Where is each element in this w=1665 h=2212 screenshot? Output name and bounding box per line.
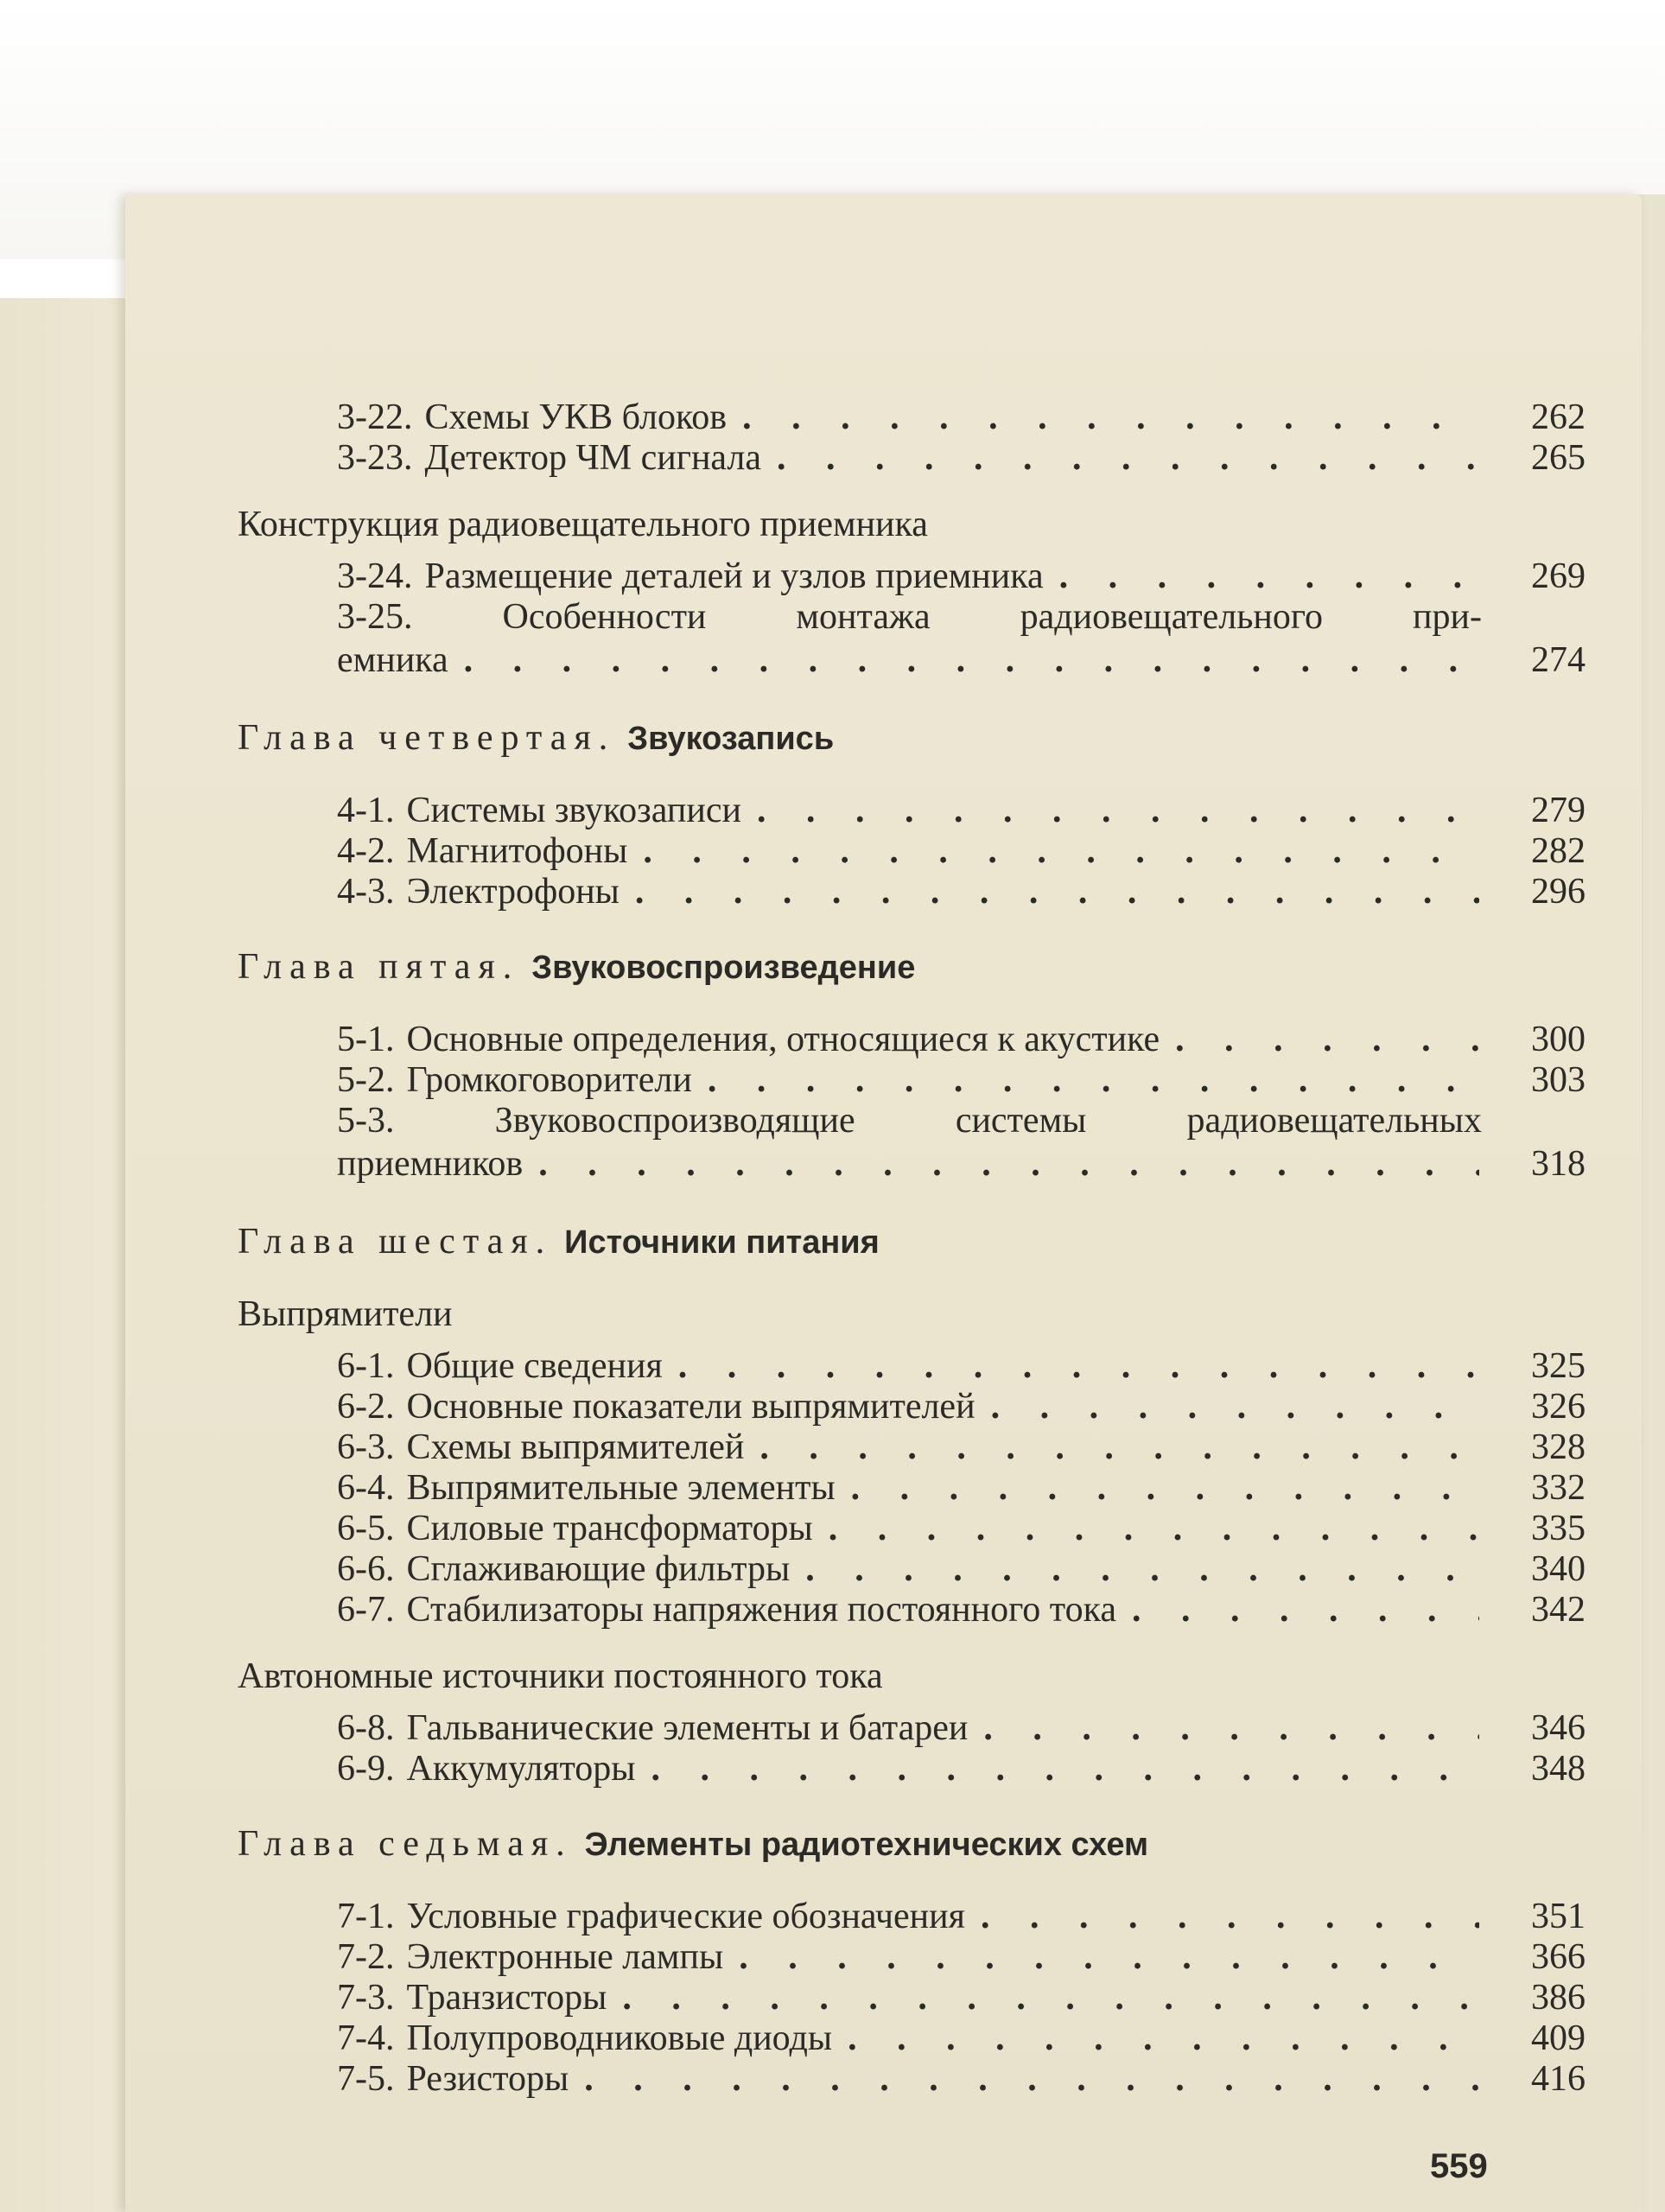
toc-entry <box>238 1937 1586 1978</box>
entry-number: 4-3. <box>337 872 395 912</box>
toc-entry <box>238 1978 1586 2018</box>
dot-leader <box>584 2059 1479 2099</box>
entry-title-word: при- <box>1413 597 1482 637</box>
entry-page: 300 <box>1531 1020 1586 1059</box>
toc-entry <box>238 1060 1586 1101</box>
entry-number: 5-1. <box>337 1020 395 1059</box>
entry-page: 279 <box>1531 791 1586 830</box>
entry-number: 6-1. <box>337 1346 395 1386</box>
entry-title-line <box>337 1101 1586 1144</box>
dot-leader <box>1132 1590 1479 1630</box>
entry-number: 7-3. <box>337 1978 395 2018</box>
chapter-title: Звуковоспроизведение <box>531 950 916 986</box>
chapter-heading <box>238 1824 1586 1864</box>
entry-number: 3-25. <box>337 597 413 637</box>
toc-entry <box>238 1549 1586 1590</box>
entry-number: 6-2. <box>337 1387 395 1427</box>
toc-entry <box>238 1346 1586 1387</box>
chapter-heading <box>238 718 1586 758</box>
entry-number: 6-8. <box>337 1708 395 1748</box>
entry-page: 366 <box>1531 1937 1586 1977</box>
entry-page: 326 <box>1531 1387 1586 1427</box>
entry-continuation-line <box>337 1144 1586 1187</box>
toc-entry <box>238 438 1586 479</box>
entry-continuation-line <box>337 640 1586 683</box>
entry-title: Схемы выпрямителей <box>406 1427 745 1467</box>
toc-entry <box>238 1020 1586 1060</box>
entry-title: Полупроводниковые диоды <box>406 2018 833 2058</box>
chapter-label: Глава шестая. <box>238 1222 553 1262</box>
entry-title: Громкоговорители <box>406 1060 692 1100</box>
chapter-label: Глава седьмая. <box>238 1824 573 1864</box>
section-heading: Автономные источники постоянного тока <box>238 1656 883 1696</box>
entry-number: 3-23. <box>337 438 413 478</box>
toc-entry <box>238 1468 1586 1509</box>
entry-number: 5-3. <box>337 1101 395 1141</box>
entry-title-line <box>337 597 1586 640</box>
entry-title: Силовые трансформаторы <box>406 1509 813 1548</box>
toc-entry <box>238 791 1586 831</box>
entry-title-continued: емника <box>337 640 448 680</box>
entry-page: 282 <box>1531 831 1586 871</box>
entry-page: 340 <box>1531 1549 1586 1589</box>
entry-number: 6-3. <box>337 1427 395 1467</box>
toc-entry <box>238 1509 1586 1549</box>
table-of-contents <box>238 397 1586 2100</box>
toc-entry <box>238 1387 1586 1427</box>
toc-entry <box>238 831 1586 872</box>
entry-title: Сглаживающие фильтры <box>406 1549 791 1589</box>
toc-entry <box>238 1897 1586 1937</box>
entry-title: Основные определения, относящиеся к акустике <box>406 1020 1160 1059</box>
entry-title-word: радиовещательных <box>1186 1101 1482 1141</box>
entry-number: 3-22. <box>337 397 413 437</box>
dot-leader <box>708 1060 1479 1100</box>
entry-page: 269 <box>1531 556 1586 596</box>
dot-leader <box>538 1144 1479 1184</box>
toc-entry <box>238 1708 1586 1749</box>
dot-leader <box>651 1749 1479 1789</box>
entry-title-continued: приемников <box>337 1144 524 1184</box>
entry-title: Резисторы <box>406 2059 569 2099</box>
chapter-heading <box>238 947 1586 987</box>
dot-leader <box>1175 1020 1479 1059</box>
dot-leader <box>777 438 1479 478</box>
entry-title: Электронные лампы <box>406 1937 724 1977</box>
chapter-label: Глава пятая. <box>238 947 520 987</box>
toc-entry <box>238 872 1586 912</box>
entry-title: Аккумуляторы <box>406 1749 636 1789</box>
dot-leader <box>805 1549 1479 1589</box>
entry-page: 296 <box>1531 872 1586 912</box>
dot-leader <box>829 1509 1479 1548</box>
entry-title: Детектор ЧМ сигнала <box>424 438 762 478</box>
toc-entry <box>238 2059 1586 2100</box>
entry-title-word: радиовещательного <box>1020 597 1324 637</box>
chapter-title: Источники питания <box>564 1224 880 1261</box>
entry-page: 335 <box>1531 1509 1586 1548</box>
entry-number: 7-2. <box>337 1937 395 1977</box>
dot-leader <box>981 1897 1479 1936</box>
entry-page: 325 <box>1531 1346 1586 1386</box>
entry-title: Основные показатели выпрямителей <box>406 1387 975 1427</box>
chapter-heading <box>238 1222 1586 1262</box>
entry-page: 342 <box>1531 1590 1586 1630</box>
entry-title-word: Особенности <box>502 597 707 637</box>
entry-page: 409 <box>1531 2018 1586 2058</box>
entry-title: Системы звукозаписи <box>406 791 741 830</box>
entry-number: 7-1. <box>337 1897 395 1936</box>
dot-leader <box>622 1978 1479 2018</box>
toc-entry <box>238 1427 1586 1468</box>
dot-leader <box>983 1708 1479 1748</box>
entry-number: 7-4. <box>337 2018 395 2058</box>
entry-title-word: монтажа <box>796 597 931 637</box>
entry-title: Магнитофоны <box>406 831 628 871</box>
entry-page: 416 <box>1531 2059 1586 2099</box>
entry-number: 6-7. <box>337 1590 395 1630</box>
entry-page: 351 <box>1531 1897 1586 1936</box>
chapter-title: Звукозапись <box>627 721 835 757</box>
entry-page: 328 <box>1531 1427 1586 1467</box>
dot-leader <box>643 831 1479 871</box>
entry-title: Транзисторы <box>406 1978 607 2018</box>
dot-leader <box>1059 556 1479 596</box>
entry-page: 348 <box>1531 1749 1586 1789</box>
toc-entry <box>238 1749 1586 1789</box>
section-heading: Выпрямители <box>238 1294 453 1334</box>
dot-leader <box>635 872 1479 912</box>
toc-entry <box>238 556 1586 597</box>
entry-number: 7-5. <box>337 2059 395 2099</box>
chapter-title: Элементы радиотехнических схем <box>584 1827 1149 1863</box>
entry-title: Схемы УКВ блоков <box>424 397 728 437</box>
entry-page: 346 <box>1531 1708 1586 1748</box>
entry-number: 6-4. <box>337 1468 395 1508</box>
toc-entry <box>238 2018 1586 2059</box>
dot-leader <box>759 1427 1479 1467</box>
entry-title: Стабилизаторы напряжения постоянного тока <box>406 1590 1116 1630</box>
toc-entry <box>238 1590 1586 1630</box>
entry-title: Условные графические обозначения <box>406 1897 965 1936</box>
dot-leader <box>848 2018 1479 2058</box>
entry-title-word: Звуковоспроизводящие <box>494 1101 855 1141</box>
entry-number: 6-5. <box>337 1509 395 1548</box>
dot-leader <box>742 397 1479 437</box>
entry-page: 318 <box>1531 1144 1586 1184</box>
section-heading: Конструкция радиовещательного приемника <box>238 505 928 544</box>
toc-entry <box>238 597 1586 683</box>
entry-title: Выпрямительные элементы <box>406 1468 836 1508</box>
toc-entry <box>238 397 1586 438</box>
entry-number: 3-24. <box>337 556 413 596</box>
dot-leader <box>739 1937 1479 1977</box>
entry-number: 6-6. <box>337 1549 395 1589</box>
chapter-label: Глава четвертая. <box>238 718 616 758</box>
toc-entry <box>238 1101 1586 1187</box>
entry-page: 303 <box>1531 1060 1586 1100</box>
entry-number: 6-9. <box>337 1749 395 1789</box>
entry-title: Общие сведения <box>406 1346 663 1386</box>
page-number: 559 <box>1430 2147 1488 2185</box>
entry-page: 265 <box>1531 438 1586 478</box>
entry-page: 262 <box>1531 397 1586 437</box>
dot-leader <box>991 1387 1479 1427</box>
dot-leader <box>757 791 1479 830</box>
entry-page: 386 <box>1531 1978 1586 2018</box>
entry-number: 5-2. <box>337 1060 395 1100</box>
entry-number: 4-2. <box>337 831 395 871</box>
entry-title: Размещение деталей и узлов приемника <box>424 556 1044 596</box>
entry-number: 4-1. <box>337 791 395 830</box>
dot-leader <box>851 1468 1479 1508</box>
entry-title: Гальванические элементы и батареи <box>406 1708 969 1748</box>
entry-title: Электрофоны <box>406 872 620 912</box>
entry-page: 332 <box>1531 1468 1586 1508</box>
book-page <box>125 194 1642 2212</box>
dot-leader <box>464 640 1479 680</box>
dot-leader <box>678 1346 1479 1386</box>
entry-title-word: системы <box>955 1101 1087 1141</box>
entry-page: 274 <box>1531 640 1586 680</box>
